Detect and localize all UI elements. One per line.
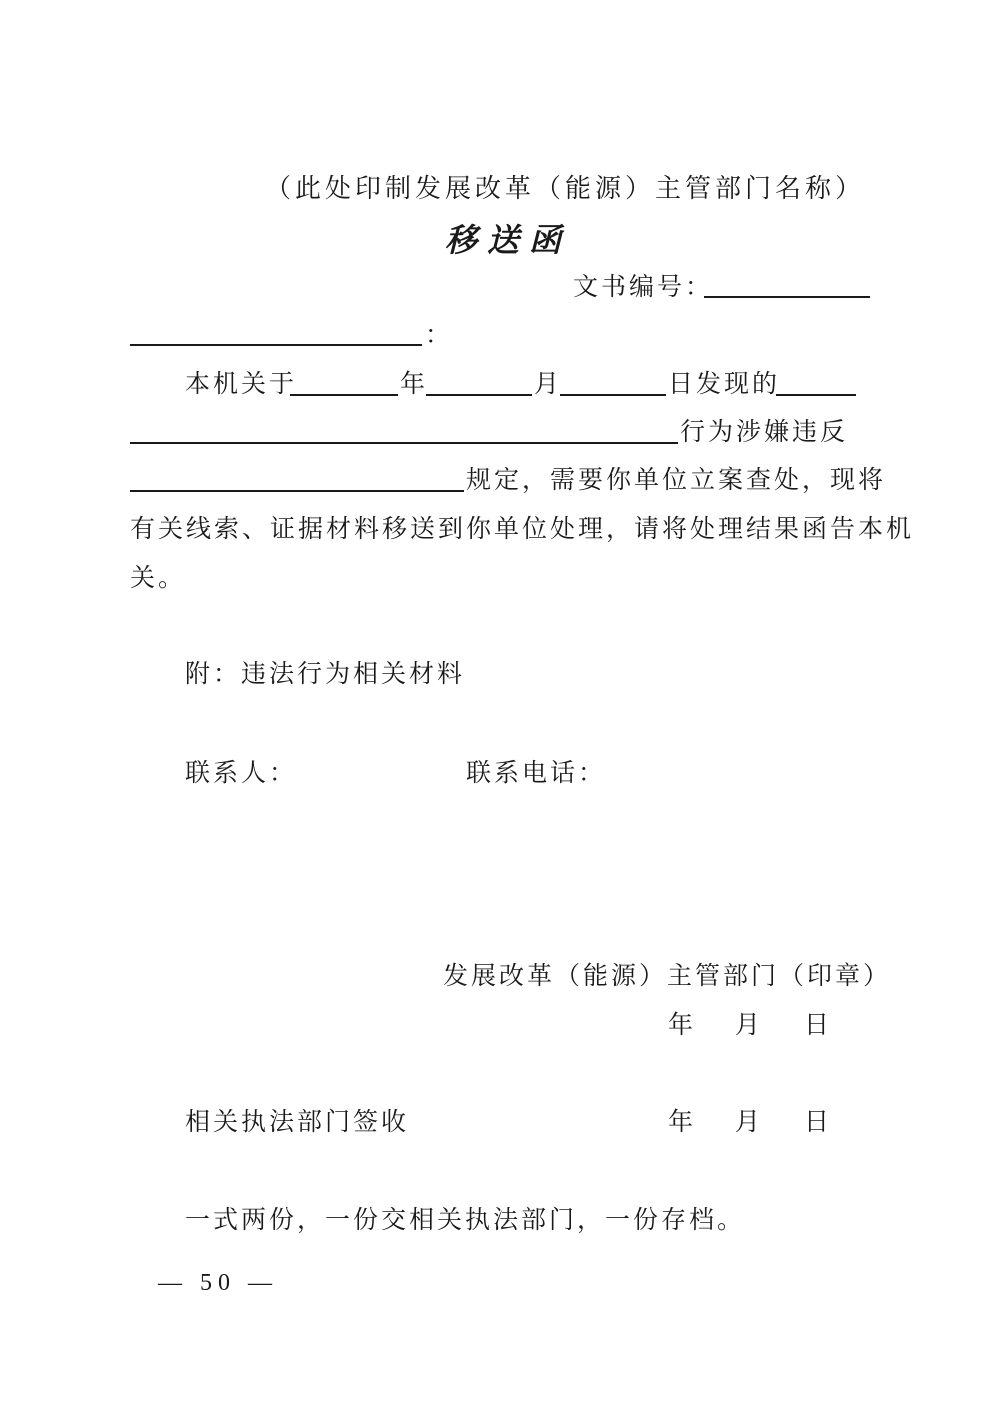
month-blank[interactable] [426,394,532,396]
dept-seal-label: 发展改革（能源）主管部门（印章） [443,961,892,990]
contact-person-label: 联系人： [185,758,298,787]
org-name-placeholder: （此处印制发展改革（能源）主管部门名称） [265,174,866,204]
doc-number-blank[interactable] [704,296,870,298]
behavior-blank[interactable] [130,442,678,444]
body-day-found: 日发现的 [668,369,781,398]
finding-blank[interactable] [776,394,856,396]
receipt-day: 日 [804,1107,833,1136]
attachment-note: 附：违法行为相关材料 [185,659,466,688]
contact-phone-label: 联系电话： [466,758,607,787]
receipt-year: 年 [668,1107,697,1136]
body-line4: 有关线索、证据材料移送到你单位处理，请将处理结果函告本机 [130,514,915,543]
signature-day: 日 [804,1010,833,1039]
copies-note: 一式两份，一份交相关执法部门，一份存档。 [185,1205,746,1234]
receipt-month: 月 [735,1107,764,1136]
signature-month: 月 [735,1010,764,1039]
doc-number-label: 文书编号： [573,272,714,301]
body-line5: 关。 [130,563,187,592]
regulation-blank[interactable] [130,490,464,492]
recipient-blank[interactable] [130,344,422,346]
receipt-label: 相关执法部门签收 [185,1107,410,1136]
body-year: 年 [400,369,429,398]
recipient-colon: ： [425,320,454,349]
day-blank[interactable] [560,394,666,396]
body-line2-suffix: 行为涉嫌违反 [680,417,849,446]
body-line3-suffix: 规定，需要你单位立案查处，现将 [466,465,887,494]
body-month: 月 [534,369,563,398]
year-blank[interactable] [290,394,398,396]
page-number: — 50 — [158,1270,278,1296]
body-intro: 本机关于 [185,369,298,398]
signature-year: 年 [668,1010,697,1039]
document-title: 移送函 [445,221,572,259]
